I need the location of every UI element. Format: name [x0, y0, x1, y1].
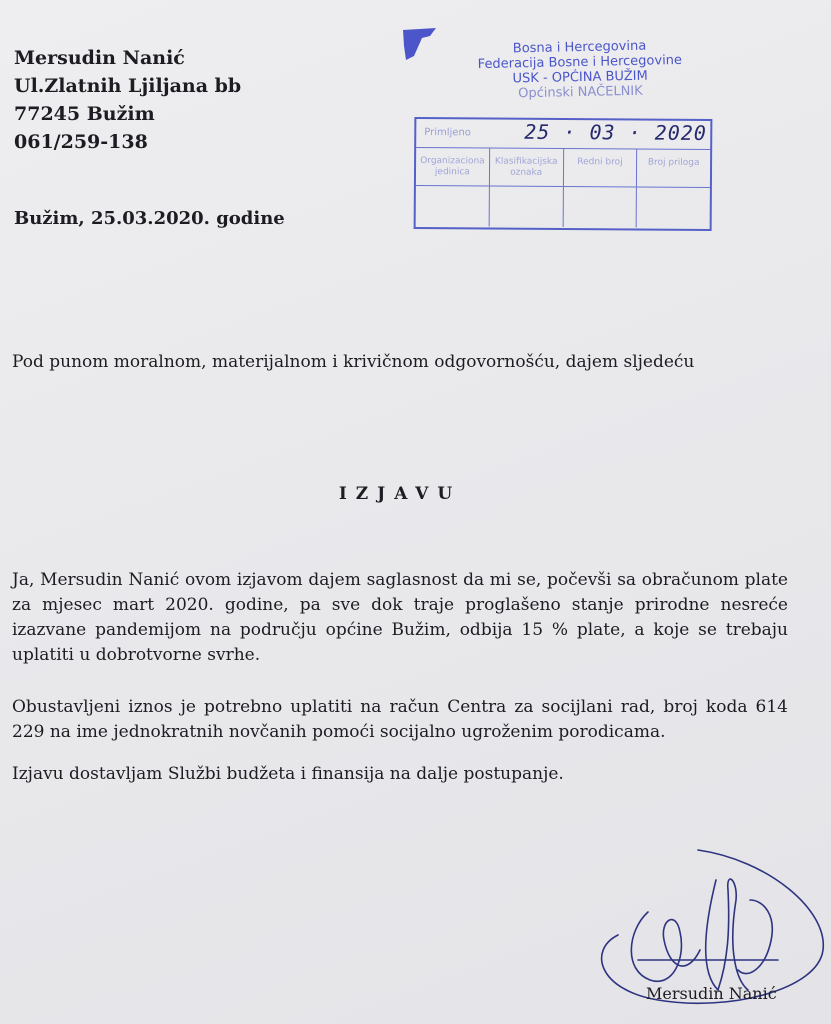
stamp-received-label: Primljeno: [424, 127, 471, 139]
office-stamp-header: [439, 37, 720, 103]
stamp-column: [489, 148, 563, 227]
statement-paragraph-1: Ja, Mersudin Nanić ovom izjavom dajem saglasnost da mi se, počevši sa obračunom plate za mjesec mart 2020. godine, pa sve dok traje proglašeno stanje prirodne nesreće izazvane pandemijom na području općine Bužim, odbija 15 % plate, a koje se trebaju uplatiti u dobrotvorne svrhe.: [12, 570, 788, 665]
stamp-received-row: [416, 119, 710, 150]
stamp-column-label: Redni broj: [563, 149, 636, 188]
statement-paragraph-2: Obustavljeni iznos je potrebno uplatiti na račun Centra za socijlani rad, broj koda 614 229 na ime jednokratnih novčanih pomoći socijalno ugroženim porodicama.: [12, 697, 788, 742]
sender-address-block: [14, 44, 241, 156]
stamp-column: [637, 150, 710, 229]
stamp-column-label: Klasifikacijska oznaka: [490, 148, 563, 187]
stamp-received-date: 25 · 03 · 2020: [524, 119, 707, 146]
stamp-municipality: USK - OPĆINA BUŽIM: [512, 68, 648, 87]
stamp-country: Bosna i Hercegovina: [512, 38, 647, 57]
stamp-grid: [416, 148, 711, 228]
sender-street: Ul.Zlatnih Ljiljana bb: [14, 75, 242, 97]
sender-phone: 061/259-138: [14, 131, 148, 153]
stamp-federation: Federacija Bosne i Hercegovine: [477, 52, 683, 73]
intro-line: Pod punom moralnom, materijalnom i krivičnom odgovornošću, dajem sljedeću: [12, 352, 695, 372]
statement-paragraph-3: Izjavu dostavljam Službi budžeta i finansija na dalje postupanje.: [12, 764, 564, 784]
sender-city: 77245 Bužim: [14, 103, 155, 125]
stamp-ink-mark: [400, 26, 440, 62]
stamp-column-label: Broj priloga: [637, 150, 710, 189]
received-stamp-box: [414, 117, 713, 231]
stamp-column-label: Organizaciona jedinica: [416, 148, 489, 187]
stamp-office: Općinski NAČELNIK: [518, 83, 643, 102]
document-title: IZJAVU: [338, 484, 462, 504]
stamp-column: [416, 148, 490, 227]
place-and-date: Bužim, 25.03.2020. godine: [14, 208, 285, 229]
sender-name: Mersudin Nanić: [14, 47, 185, 69]
signature-name: Mersudin Nanić: [646, 984, 777, 1003]
stamp-column: [563, 149, 637, 228]
